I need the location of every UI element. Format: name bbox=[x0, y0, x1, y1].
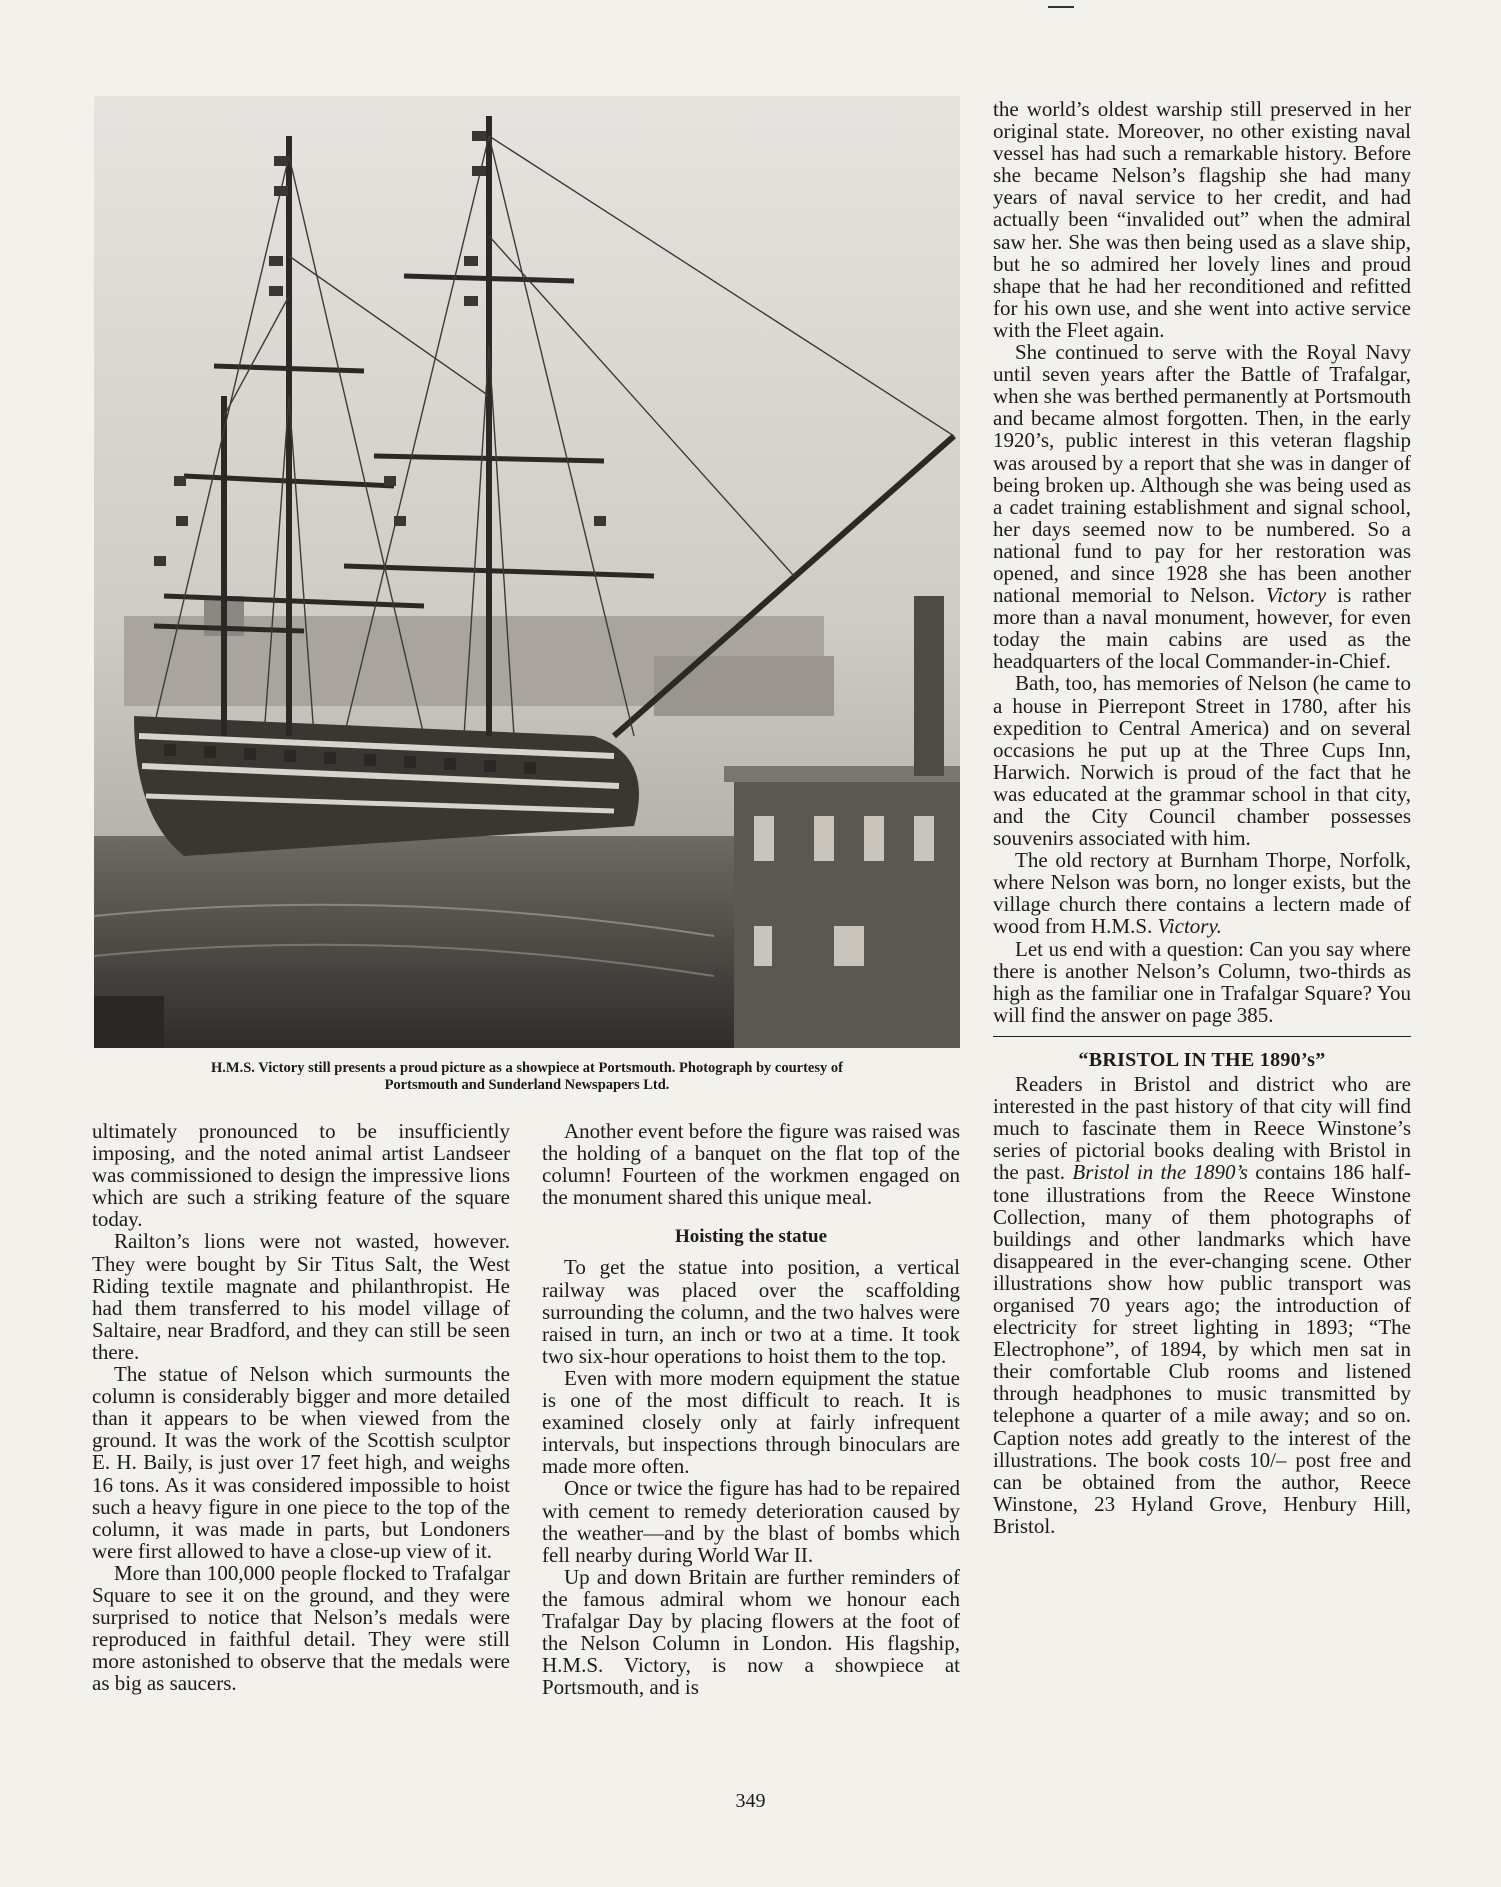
paragraph-text: Readers in Bristol and district who are interested in the past history of that city will find much to fascinate them in Reece Winstone’s series of pictorial books dealing with Bristol in the past. bbox=[993, 1072, 1411, 1185]
paragraph: Even with more modern equipment the statue is one of the most difficult to reach. It is examined closely only at fairly infrequent intervals, but inspections through binoculars are made more often. bbox=[542, 1365, 960, 1479]
paragraph: More than 100,000 people flocked to Trafalgar Square to see it on the ground, and they were surprised to notice that Nelson’s medals were reproduced in faithful detail. They were still more astonished to observe that the medals were as big as saucers. bbox=[92, 1560, 510, 1696]
paragraph bbox=[993, 341, 1411, 672]
photo-caption bbox=[94, 1060, 960, 1094]
divider bbox=[993, 1036, 1411, 1037]
caption-line-2: Portsmouth and Sunderland Newspapers Ltd. bbox=[384, 1077, 670, 1093]
section-heading: Hoisting the statue bbox=[675, 1226, 827, 1248]
hms-victory-photograph bbox=[94, 96, 960, 1048]
ship-name: Victory bbox=[1265, 583, 1327, 608]
caption-line-1: H.M.S. Victory still presents a proud picture as a showpiece at Portsmouth. Photograph by courtesy of bbox=[211, 1060, 843, 1076]
paragraph: The statue of Nelson which surmounts the column is considerably bigger and more detailed than it appears to be when viewed from the ground. It was the work of the Scottish sculptor E. H. Baily, is just over 17 feet high, and weighs 16 tons. As it was considered impossible to hoist such a heavy figure in one piece to the top of the column, it was made in parts, but Londoners were first allowed to have a close-up view of it. bbox=[92, 1362, 510, 1563]
text-column-3 bbox=[993, 98, 1411, 1537]
book-title: Bristol in the 1890’s bbox=[1072, 1160, 1248, 1185]
paragraph: Let us end with a question: Can you say where there is another Nelson’s Column, two-thirds as high as the familiar one in Trafalgar Square? You will find the answer on page 385. bbox=[993, 936, 1411, 1027]
text-column-1 bbox=[92, 1120, 510, 1694]
paragraph: To get the statue into position, a vertical railway was placed over the scaffolding surrounding the column, and the two halves were raised in turn, an inch or two at a time. It took two six-hour operations to hoist them to the top. bbox=[542, 1255, 960, 1368]
ship-name: Victory. bbox=[1157, 914, 1222, 939]
top-rule bbox=[1048, 6, 1074, 8]
paragraph: Up and down Britain are further reminders of the famous admiral whom we honour each Trafalgar Day by placing flowers at the foot of the Nelson Column in London. His flagship, H.M.S. Victory, is now a showpiece at Portsmouth, and is bbox=[542, 1564, 960, 1700]
page-number: 349 bbox=[735, 1790, 766, 1812]
paragraph bbox=[993, 849, 1411, 937]
paragraph-text: contains 186 half-tone illustrations from the Reece Winstone Collection, many of them photographs of buildings and other landmarks which have disappeared in the ever-changing scene. Other illustrations show how public transport was organised 70 years ago; the introduction of electricity for street lighting in 1893; “The Electrophone”, of 1894, by which men sat in their comfortable Club rooms and listened through headphones to music transmitted by telephone a quarter of a mile away; and so on. Caption notes add greatly to the interest of the illustrations. The book costs 10/– post free and can be obtained from the author, Reece Winstone, 23 Hyland Grove, Henbury Hill, Bristol. bbox=[993, 1160, 1412, 1538]
paragraph-text: She continued to serve with the Royal Navy until seven years after the Battle of Trafalgar, when she was berthed permanently at Portsmouth and became almost forgotten. Then, in the early 1920’s, public interest in this veteran flagship was aroused by a report that she was in danger of being broken up. Although she was being used as a cadet training establishment and signal school, her days seemed now to be numbered. So a national fund to pay for her restoration was opened, and since 1928 she has been another national memorial to Nelson. bbox=[993, 340, 1411, 608]
paragraph: Railton’s lions were not wasted, however. They were bought by Sir Titus Salt, the West Riding textile magnate and philanthropist. He had them transferred to his model village of Saltaire, near Bradford, and they can still be seen there. bbox=[92, 1229, 510, 1364]
paragraph: ultimately pronounced to be insufficiently imposing, and the noted animal artist Landseer was commissioned to design the impressive lions which are such a striking feature of the square today. bbox=[92, 1119, 510, 1232]
paragraph bbox=[993, 1073, 1411, 1537]
text-column-2 bbox=[542, 1120, 960, 1698]
paragraph: the world’s oldest warship still preserved in her original state. Moreover, no other existing naval vessel has had such a remarkable history. Before she became Nelson’s flagship she had many years of naval service to her credit, and had actually been “invalided out” when the admiral saw her. She was then being used as a slave ship, but he so admired her lovely lines and proud shape that he had her reconditioned and refitted for his own use, and she went into active service with the Fleet again. bbox=[993, 97, 1411, 342]
paragraph: Bath, too, has memories of Nelson (he came to a house in Pierrepont Street in 1780, after his expedition to Central America) and on several occasions he put up at the Three Cups Inn, Harwich. Norwich is proud of the fact that he was educated at the grammar school in that city, and the City Council chamber possesses souvenirs associated with him. bbox=[993, 671, 1411, 851]
ship-illustration bbox=[94, 96, 960, 1048]
paragraph: Another event before the figure was raised was the holding of a banquet on the flat top of the column! Fourteen of the workmen engaged on the monument shared this unique meal. bbox=[542, 1119, 960, 1210]
paragraph-text: The old rectory at Burnham Thorpe, Norfolk, where Nelson was born, no longer exists, but the village church there contains a lectern made of wood from H.M.S. bbox=[993, 848, 1411, 939]
paragraph-text: is rather more than a naval monument, however, for even today the main cabins are used as the headquarters of the local Commander-in-Chief. bbox=[993, 583, 1412, 674]
sidebar-title: “BRISTOL IN THE 1890’s” bbox=[1078, 1048, 1326, 1071]
paragraph: Once or twice the figure has had to be repaired with cement to remedy deterioration caused by the weather—and by the blast of bombs which fell nearby during World War II. bbox=[542, 1476, 960, 1567]
